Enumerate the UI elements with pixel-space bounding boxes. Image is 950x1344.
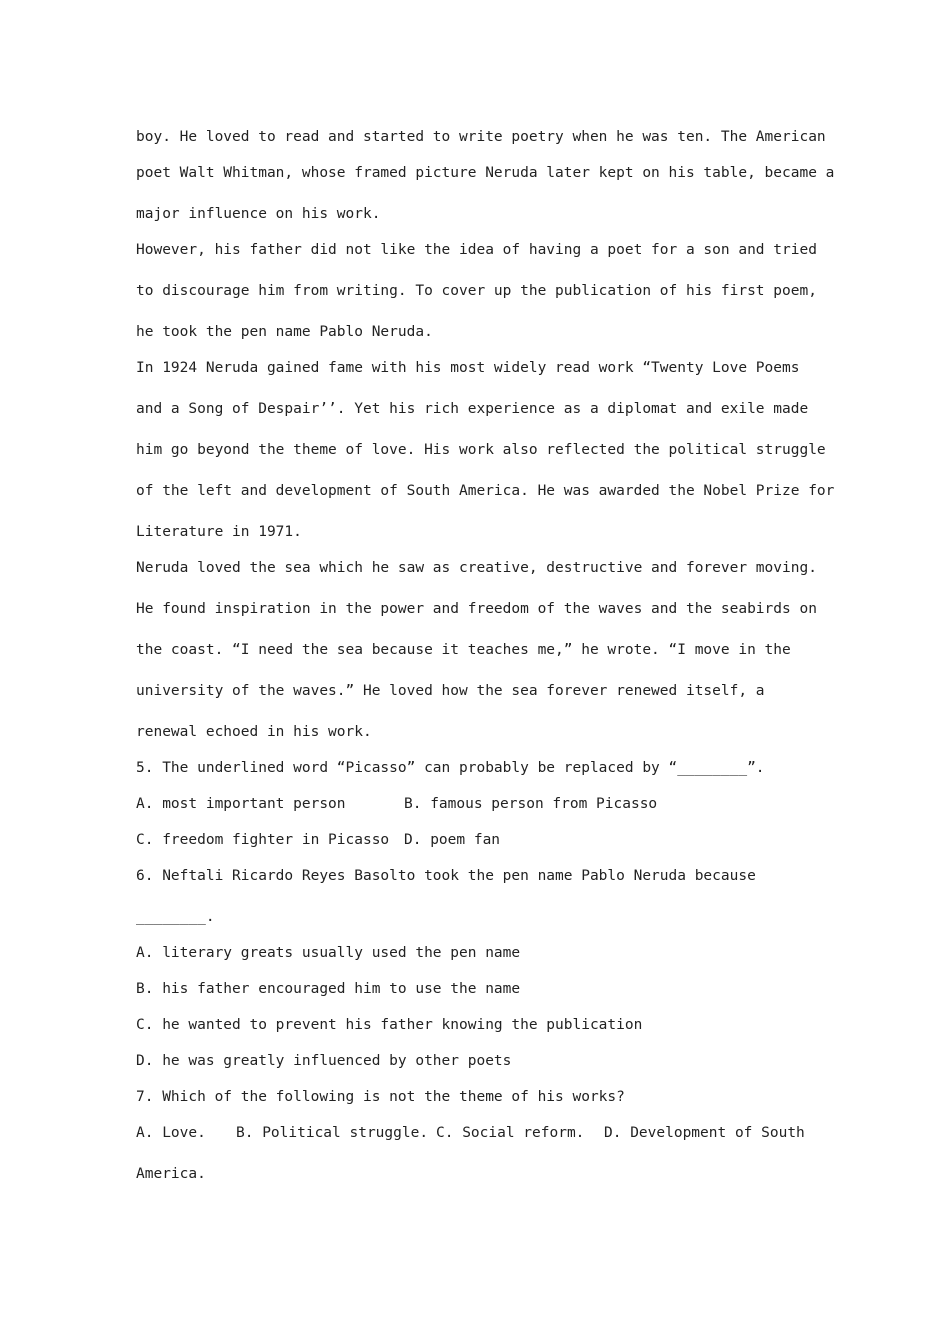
question-stem: 6. Neftali Ricardo Reyes Basolto took the pen name Pablo Neruda because (136, 868, 756, 884)
text-line: him go beyond the theme of love. His work also reflected the political struggle (136, 442, 826, 458)
option-d: D. he was greatly influenced by other poets (136, 1053, 512, 1069)
text-line: Neruda loved the sea which he saw as creative, destructive and forever moving. (136, 560, 817, 576)
option-c: C. freedom fighter in Picasso (136, 832, 390, 848)
question-stem: 7. Which of the following is not the theme of his works? (136, 1089, 625, 1105)
text-line: Literature in 1971. (136, 524, 302, 540)
option-row (136, 821, 826, 857)
text-line: of the left and development of South America. He was awarded the Nobel Prize for (136, 483, 835, 499)
answer-blank: ________. (136, 909, 215, 925)
option-d-continued: America. (136, 1166, 206, 1182)
option-a: A. Love. (136, 1125, 206, 1141)
text-line: He found inspiration in the power and freedom of the waves and the seabirds on (136, 601, 817, 617)
question-5 (136, 749, 826, 857)
option-d: D. poem fan (404, 832, 501, 848)
option-b: B. Political struggle. (236, 1125, 429, 1141)
text-line: In 1924 Neruda gained fame with his most widely read work “Twenty Love Poems (136, 360, 800, 376)
text-line: the coast. “I need the sea because it teaches me,” he wrote. “I move in the (136, 642, 791, 658)
text-line: university of the waves.” He loved how the sea forever renewed itself, a (136, 683, 765, 699)
passage-paragraph-2 (136, 231, 826, 349)
option-d: D. Development of South (604, 1125, 805, 1141)
question-7 (136, 1078, 826, 1191)
text-line: However, his father did not like the idea of having a poet for a son and tried (136, 242, 817, 258)
option-a: A. literary greats usually used the pen name (136, 945, 521, 961)
text-line: and a Song of Despair’’. Yet his rich experience as a diplomat and exile made (136, 401, 809, 417)
option-row (136, 785, 826, 821)
option-a: A. most important person (136, 796, 346, 812)
passage-paragraph-4 (136, 549, 826, 749)
option-c: C. Social reform. (436, 1125, 585, 1141)
option-c: C. he wanted to prevent his father knowing the publication (136, 1017, 643, 1033)
text-line: to discourage him from writing. To cover up the publication of his first poem, (136, 283, 817, 299)
text-line: major influence on his work. (136, 206, 381, 222)
text-line: boy. He loved to read and started to write poetry when he was ten. The American (136, 129, 826, 145)
passage-paragraph-3 (136, 349, 835, 549)
question-6 (136, 857, 826, 1078)
option-b: B. famous person from Picasso (404, 796, 658, 812)
question-stem: 5. The underlined word “Picasso” can probably be replaced by “________”. (136, 760, 765, 776)
document-page (136, 118, 835, 1191)
option-row (136, 1114, 826, 1155)
text-line: renewal echoed in his work. (136, 724, 372, 740)
passage-paragraph-1 (136, 118, 835, 231)
text-line: poet Walt Whitman, whose framed picture Neruda later kept on his table, became a (136, 165, 835, 181)
text-line: he took the pen name Pablo Neruda. (136, 324, 433, 340)
option-b: B. his father encouraged him to use the name (136, 981, 521, 997)
